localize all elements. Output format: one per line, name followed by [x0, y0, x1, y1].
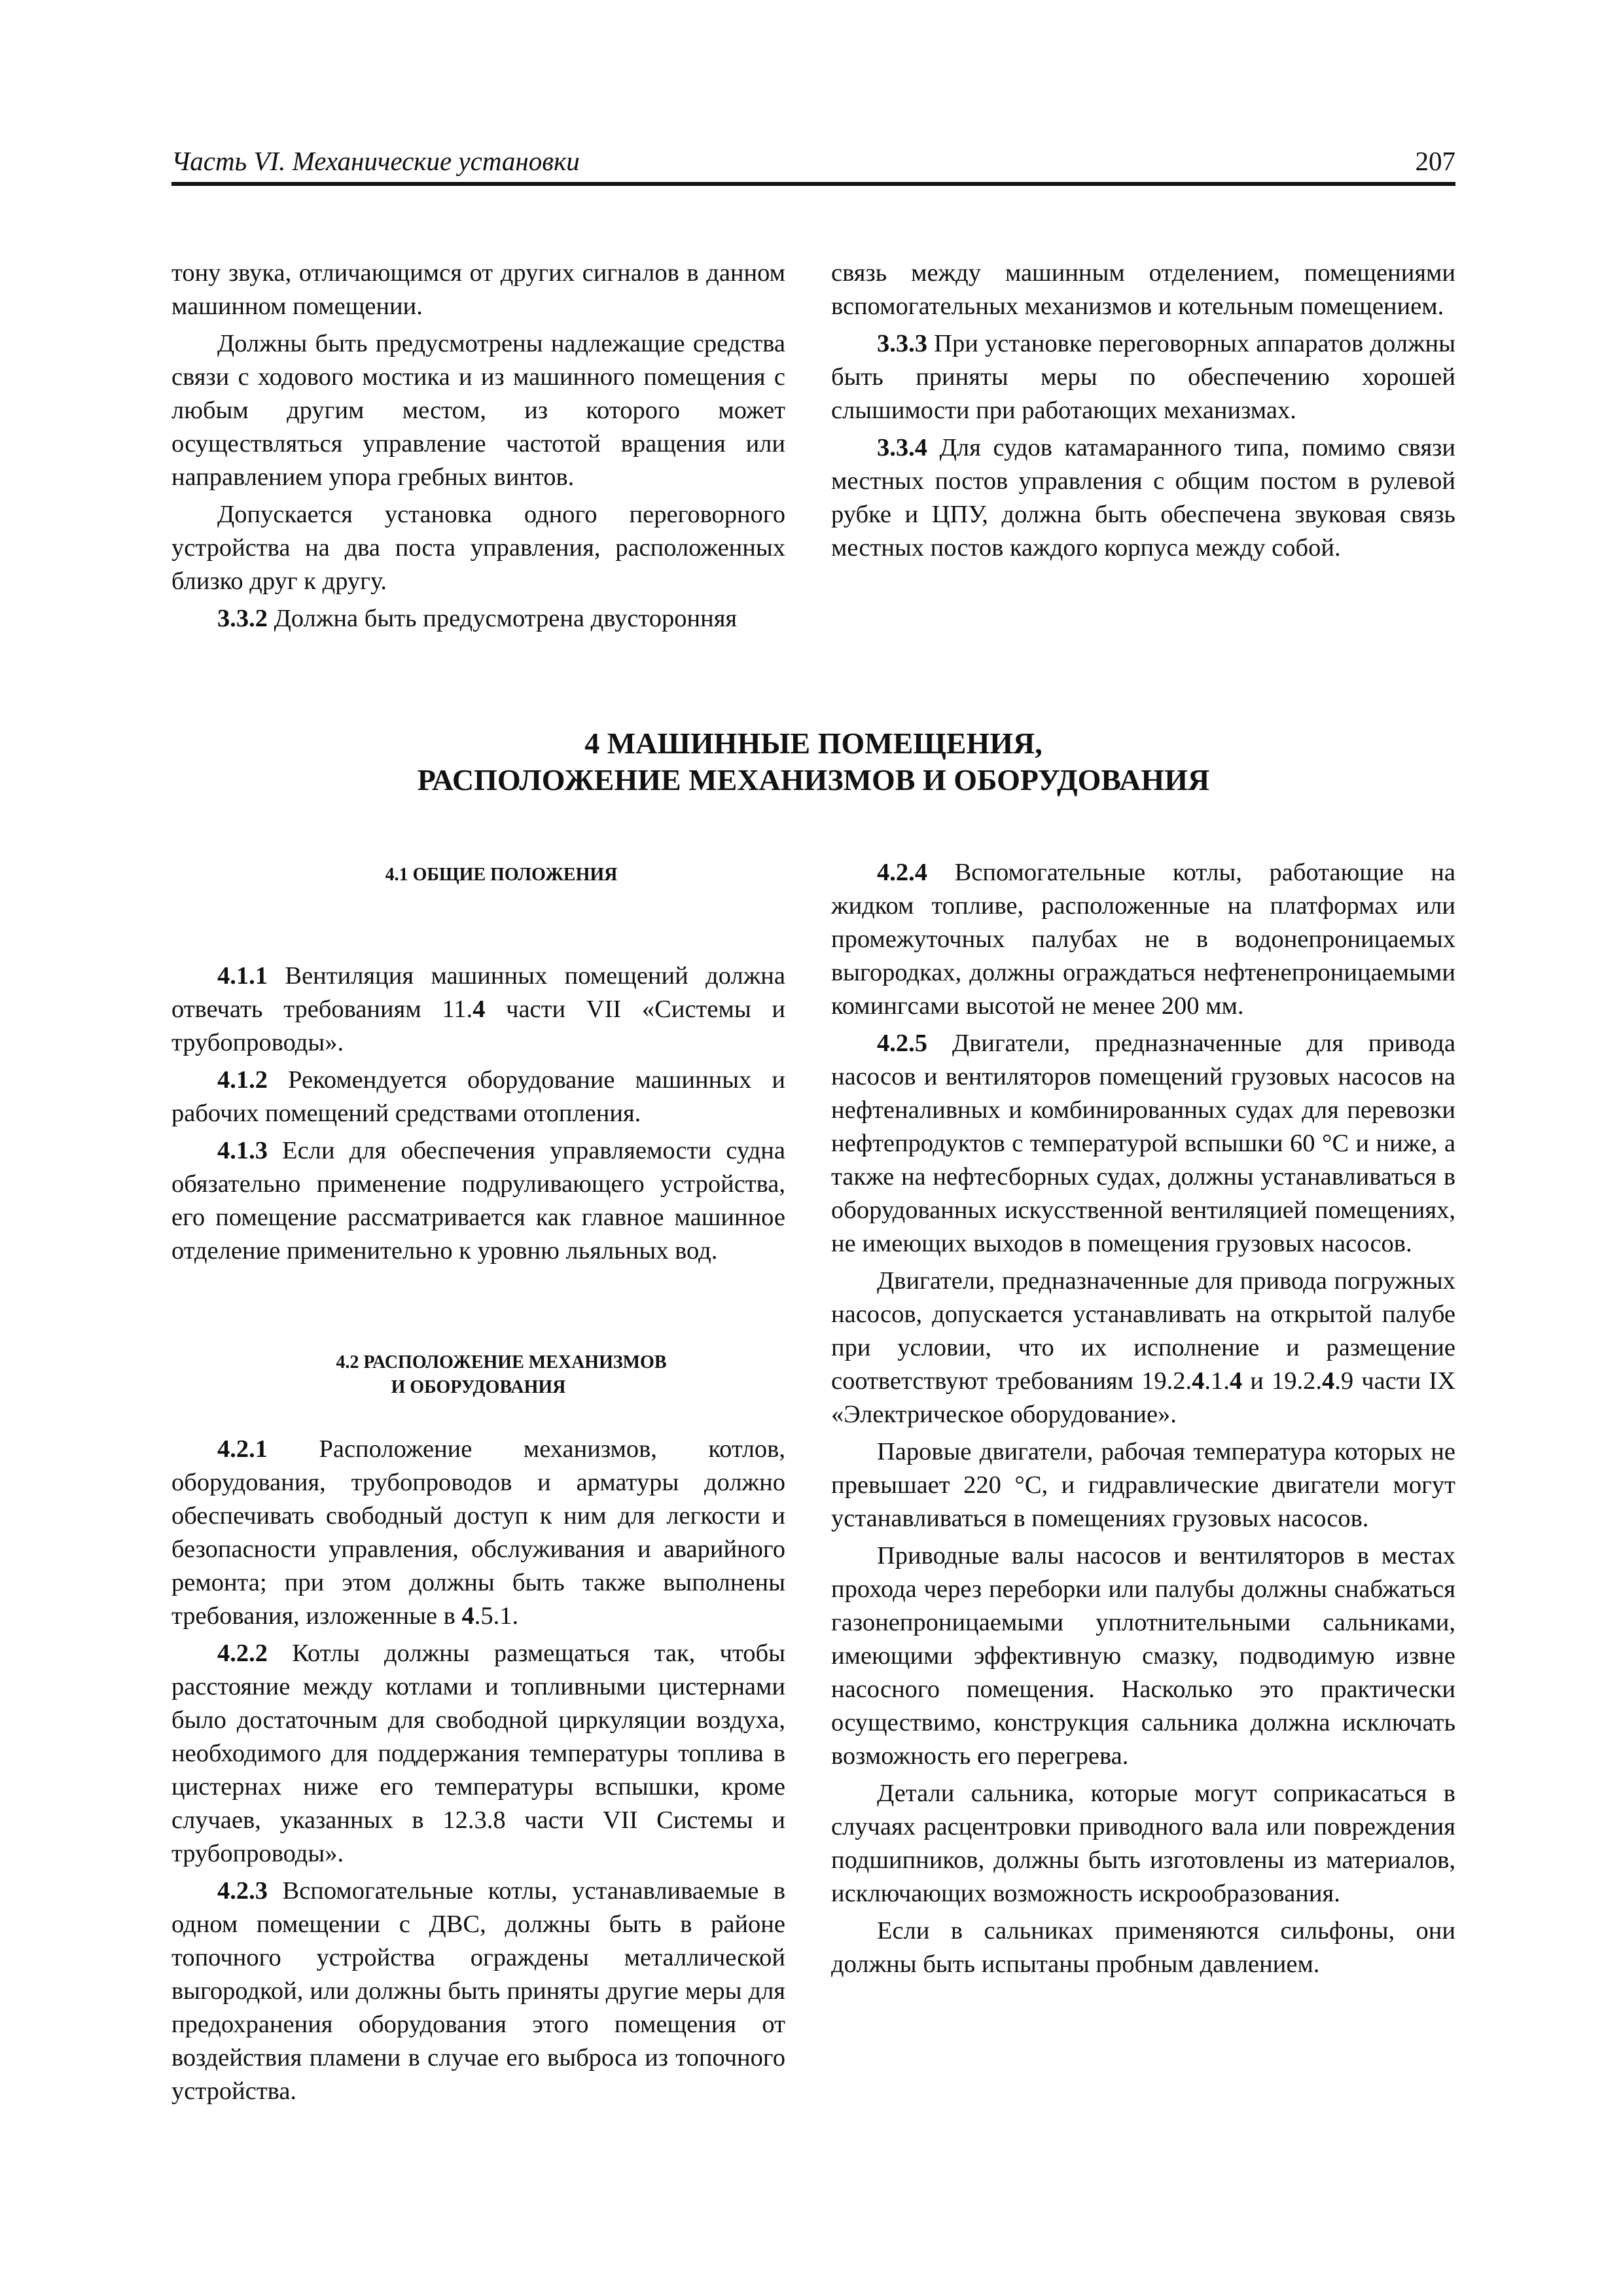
clause-text: Должна быть предусмотрена двусторонняя: [268, 605, 738, 632]
top-right-column: [831, 257, 1455, 565]
clause-number: 3.3.2: [217, 605, 268, 632]
paragraph: Паровые двигатели, рабочая температура которых не превышает 220 °С, и гидравлические двигатели могут устанавливаться в помещениях грузовых насосов.: [831, 1438, 1455, 1532]
clause-number: 3.3.4: [877, 434, 927, 461]
paragraph: Приводные валы насосов и вентиляторов в местах прохода через переборки или палубы должны снабжаться газонепроницаемыми уплотнительными сальниками, имеющими эффективную смазку, подводимую извне насосного помещения. Насколько это практически осуществимо, конструкция сальника должна исключать возможность его перегрева.: [831, 1542, 1455, 1770]
clause-number: 4.1.3: [217, 1137, 268, 1164]
paragraph-3-3-2: [171, 602, 785, 636]
clause-number: 4.2.4: [877, 859, 927, 886]
paragraph-3-3-4: [831, 431, 1455, 565]
paragraph: Если в сальниках применяются сильфоны, они должны быть испытаны пробным давлением.: [831, 1917, 1455, 1978]
bold-digit: 4: [473, 996, 486, 1023]
clause-text: Вентиляция машинных помещений должна отвечать требованиям 11.: [171, 962, 785, 1023]
clause-number: 4.2.3: [217, 1877, 268, 1905]
paragraph: тону звука, отличающимся от других сигналов в данном машинном помещении.: [171, 259, 785, 320]
paragraph-4-1-2: [171, 1064, 785, 1130]
running-header: [171, 143, 1455, 186]
paragraph: Допускается установка одного переговорного устройства на два поста управления, расположенных близко друг к другу.: [171, 501, 785, 595]
section-heading-4-1: 4.1 ОБЩИЕ ПОЛОЖЕНИЯ: [385, 865, 618, 885]
paragraph: Должны быть предусмотрены надлежащие средства связи с ходового мостика и из машинного помещения с любым другим местом, из которого может осуществляться управление частотой вращения или направлением упора гребных винтов.: [171, 330, 785, 491]
clause-text: Котлы должны размещаться так, чтобы расстояние между котлами и топливными цистернами было достаточным для свободной циркуляции воздуха, необходимого для поддержания температуры топлива в цистернах ниже его температуры вспышки, кроме случаев, указанных в 12.3.8 части VII Системы и трубопроводы».: [171, 1640, 785, 1867]
top-left-column: [171, 257, 785, 636]
clause-text: Двигатели, предназначенные для привода погружных насосов, допускается устанавливать на открытой палубе при условии, что их исполнение и размещение соответствуют требованиям 19.2.: [831, 1267, 1455, 1395]
clause-text: .1.: [1204, 1367, 1230, 1395]
paragraph-4-2-3: [171, 1874, 785, 2108]
bold-digit: 4: [1322, 1367, 1335, 1395]
clause-text: Вспомогательные котлы, устанавливаемые в одном помещении с ДВС, должны быть в районе топочного устройства ограждены металлической выгородкой, или должны быть приняты другие меры для предохранения оборудования этого помещения от воздействия пламени в случае его выброса из топочного устройства.: [171, 1877, 785, 2105]
clause-text: Вспомогательные котлы, работающие на жидком топливе, расположенные на платформах или промежуточных палубах не в водонепроницаемых выгородках, должны ограждаться нефтенепроницаемыми комингсами высотой не менее 200 мм.: [831, 859, 1455, 1020]
clause-number: 4.1.1: [217, 962, 268, 990]
section-heading-line-2: И ОБОРУДОВАНИЯ: [391, 1377, 566, 1397]
clause-text: .5.1.: [474, 1602, 519, 1630]
clause-text: Для судов катамаранного типа, помимо связи местных постов управления с общим постом в рулевой рубке и ЦПУ, должна быть обеспечена звуковая связь местных постов каждого корпуса между собой.: [831, 434, 1455, 562]
chapter-title-line-1: 4 МАШИННЫЕ ПОМЕЩЕНИЯ,: [584, 726, 1043, 760]
bold-digit: 4: [461, 1602, 474, 1630]
paragraph: Детали сальника, которые могут соприкасаться в случаях расцентровки приводного вала или повреждения подшипников, должны быть изготовлены из материалов, исключающих возможность искрообразования.: [831, 1780, 1455, 1907]
clause-text: .9 части IX «Электрическое оборудование».: [831, 1367, 1456, 1428]
paragraph-4-2-5: [831, 1027, 1455, 1261]
clause-text: При установке переговорных аппаратов должны быть приняты меры по обеспечению хорошей слышимости при работающих механизмах.: [831, 330, 1455, 424]
paragraph-4-2-4: [831, 856, 1455, 1023]
spacer: [171, 1400, 785, 1433]
paragraph-4-2-2: [171, 1637, 785, 1871]
chapter-title: [171, 725, 1455, 798]
section-heading-line-1: 4.2 РАСПОЛОЖЕНИЕ МЕХАНИЗМОВ: [336, 1352, 667, 1372]
lower-left-column: [171, 863, 785, 2108]
clause-text: и 19.2.: [1242, 1367, 1323, 1395]
clause-number: 4.1.2: [217, 1066, 268, 1094]
spacer: [171, 1268, 785, 1350]
bold-digit: 4: [1229, 1367, 1243, 1395]
lower-right-column: [831, 856, 1455, 1981]
clause-text: Двигатели, предназначенные для привода насосов и вентиляторов помещений грузовых насосов на нефтеналивных и комбинированных судах для перевозки нефтепродуктов с температурой вспышки 60 °С и ниже, а также на нефтесборных судах, должны устанавливаться в оборудованных искусственной вентиляцией помещениях, не имеющих выходов в помещения грузовых насосов.: [831, 1030, 1455, 1257]
paragraph-4-2-1: [171, 1433, 785, 1633]
clause-text: Расположение механизмов, котлов, оборудования, трубопроводов и арматуры должно обеспечивать свободный доступ к ним для легкости и безопасности управления, обслуживания и аварийного ремонта; при этом должны быть также выполнены требования, изложенные в: [171, 1435, 785, 1630]
section-heading-4-2: [171, 1350, 785, 1400]
header-title: Часть VI. Механические установки: [171, 146, 580, 176]
bold-digit: 4: [1192, 1367, 1205, 1395]
paragraph-3-3-3: [831, 327, 1455, 427]
paragraph: связь между машинным отделением, помещениями вспомогательных механизмов и котельным помещением.: [831, 259, 1455, 320]
clause-text: Если для обеспечения управляемости судна обязательно применение подруливающего устройства, его помещение рассматривается как главное машинное отделение применительно к уровню льяльных вод.: [171, 1137, 785, 1265]
clause-text: части VII «Системы и трубопроводы».: [171, 996, 785, 1056]
paragraph-4-1-1: [171, 960, 785, 1060]
clause-number: 4.2.1: [217, 1435, 268, 1463]
clause-number: 4.2.2: [217, 1640, 268, 1667]
clause-number: 3.3.3: [877, 330, 927, 357]
paragraph: [831, 1265, 1455, 1431]
clause-number: 4.2.5: [877, 1030, 927, 1057]
chapter-title-line-2: РАСПОЛОЖЕНИЕ МЕХАНИЗМОВ И ОБОРУДОВАНИЯ: [417, 763, 1210, 797]
clause-text: Рекомендуется оборудование машинных и рабочих помещений средствами отопления.: [171, 1066, 785, 1127]
paragraph-4-1-3: [171, 1134, 785, 1268]
page-number: 207: [1415, 146, 1455, 176]
